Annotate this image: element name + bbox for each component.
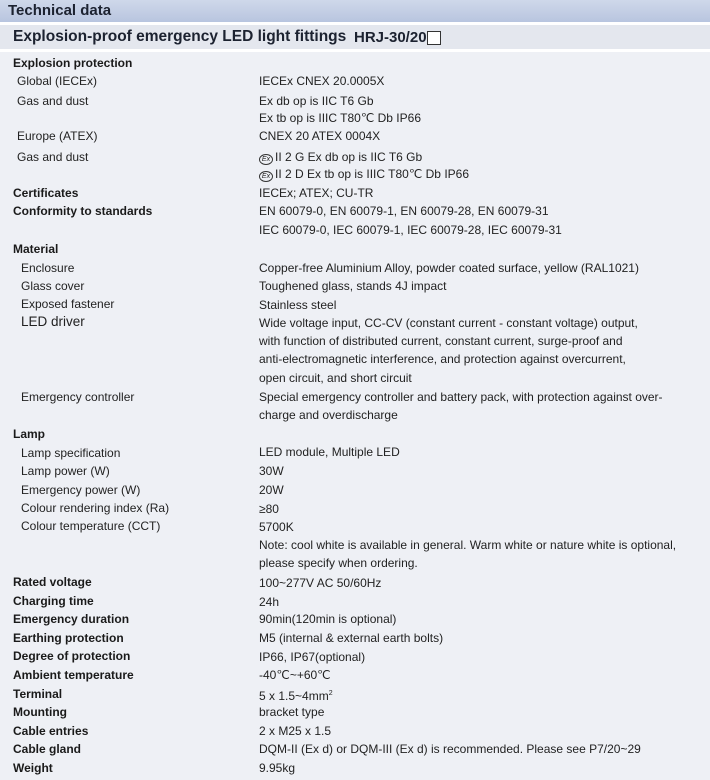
weight-value: 9.95kg xyxy=(259,761,296,775)
driver-line: anti-electromagnetic interference, and protection against overcurrent, xyxy=(259,352,626,366)
enclosure-value: Copper-free Aluminium Alloy, powder coated surface, yellow (RAL1021) xyxy=(259,261,639,275)
certificates-label: Certificates xyxy=(13,186,79,200)
rated-voltage-label: Rated voltage xyxy=(13,575,92,589)
driver-line: with function of distributed current, constant current, surge-proof and xyxy=(259,334,623,348)
driver-line: Wide voltage input, CC-CV (constant current - constant voltage) output, xyxy=(259,316,638,330)
emergency-power-value: 20W xyxy=(259,483,284,497)
duration-label: Emergency duration xyxy=(13,612,130,626)
fastener-value: Stainless steel xyxy=(259,298,337,312)
ambient-value: -40℃~+60℃ xyxy=(259,668,331,682)
cri-label: Colour rendering index (Ra) xyxy=(21,501,170,515)
degree-label: Degree of protection xyxy=(13,649,131,663)
global-gas: Ex db op is IIC T6 Gb xyxy=(259,94,374,108)
europe-dust: II 2 D Ex tb op is IIIC T80℃ Db IP66 xyxy=(275,167,470,181)
model-number: HRJ-30/20 xyxy=(354,29,427,46)
weight-label: Weight xyxy=(13,761,53,775)
glass-value: Toughened glass, stands 4J impact xyxy=(259,279,447,293)
terminal-value: 5 x 1.5~4mm xyxy=(259,689,329,703)
lamp-spec-value: LED module, Multiple LED xyxy=(259,445,400,459)
glass-label: Glass cover xyxy=(21,279,85,293)
terminal-row xyxy=(259,687,333,703)
controller-line: Special emergency controller and battery pack, with protection against over- xyxy=(259,390,663,404)
conformity-en: EN 60079-0, EN 60079-1, EN 60079-28, EN 60079-31 xyxy=(259,204,549,218)
enclosure-label: Enclosure xyxy=(21,261,75,275)
gland-label: Cable gland xyxy=(13,742,82,756)
earthing-value: M5 (internal & external earth bolts) xyxy=(259,631,444,645)
cct-value: 5700K xyxy=(259,520,294,534)
europe-dust-row xyxy=(259,167,469,182)
europe-gas-row xyxy=(259,150,422,165)
driver-line: open circuit, and short circuit xyxy=(259,371,412,385)
product-title: Explosion-proof emergency LED light fittings xyxy=(13,28,347,45)
conformity-iec: IEC 60079-0, IEC 60079-1, IEC 60079-28, IEC 60079-31 xyxy=(259,223,562,237)
gas-dust-label: Gas and dust xyxy=(17,94,89,108)
subtitle-bar xyxy=(0,25,710,49)
europe-label: Europe (ATEX) xyxy=(17,129,98,143)
gland-value: DQM-II (Ex d) or DQM-III (Ex d) is recommended. Please see P7/20~29 xyxy=(259,742,641,756)
lamp-spec-label: Lamp specification xyxy=(21,446,121,460)
rated-voltage-value: 100~277V AC 50/60Hz xyxy=(259,576,382,590)
charging-value: 24h xyxy=(259,595,280,609)
ex-mark-icon: Ex xyxy=(259,171,273,182)
cct-label: Colour temperature (CCT) xyxy=(21,519,161,533)
ambient-label: Ambient temperature xyxy=(13,668,134,682)
cct-note: please specify when ordering. xyxy=(259,556,418,570)
controller-line: charge and overdischarge xyxy=(259,408,398,422)
global-dust: Ex tb op is IIIC T80℃ Db IP66 xyxy=(259,111,421,125)
mounting-value: bracket type xyxy=(259,705,325,719)
material-heading: Material xyxy=(13,242,59,256)
emergency-power-label: Emergency power (W) xyxy=(21,483,141,497)
entries-label: Cable entries xyxy=(13,724,89,738)
explosion-heading: Explosion protection xyxy=(13,56,133,70)
europe-cert: CNEX 20 ATEX 0004X xyxy=(259,129,381,143)
fastener-label: Exposed fastener xyxy=(21,297,115,311)
lamp-power-label: Lamp power (W) xyxy=(21,464,110,478)
global-cert: IECEx CNEX 20.0005X xyxy=(259,74,385,88)
gas-dust-label: Gas and dust xyxy=(17,150,89,164)
mounting-label: Mounting xyxy=(13,705,67,719)
global-label: Global (IECEx) xyxy=(17,74,98,88)
europe-gas: II 2 G Ex db op is IIC T6 Gb xyxy=(275,150,423,164)
cri-value: ≥80 xyxy=(259,502,279,516)
charging-label: Charging time xyxy=(13,594,94,608)
earthing-label: Earthing protection xyxy=(13,631,124,645)
cct-note: Note: cool white is available in general. Warm white or nature white is optional, xyxy=(259,538,677,552)
page-title: Technical data xyxy=(8,2,112,19)
terminal-superscript: 2 xyxy=(328,690,333,697)
driver-label: LED driver xyxy=(21,314,85,329)
degree-value: IP66, IP67(optional) xyxy=(259,650,366,664)
entries-value: 2 x M25 x 1.5 xyxy=(259,724,332,738)
model-checkbox-icon xyxy=(427,31,441,45)
lamp-power-value: 30W xyxy=(259,464,284,478)
lamp-heading: Lamp xyxy=(13,427,46,441)
duration-value: 90min(120min is optional) xyxy=(259,612,397,626)
certificates-value: IECEx; ATEX; CU-TR xyxy=(259,186,374,200)
controller-label: Emergency controller xyxy=(21,390,135,404)
terminal-label: Terminal xyxy=(13,687,63,701)
header-bar xyxy=(0,0,710,22)
conformity-label: Conformity to standards xyxy=(13,204,153,218)
ex-mark-icon: Ex xyxy=(259,154,273,165)
